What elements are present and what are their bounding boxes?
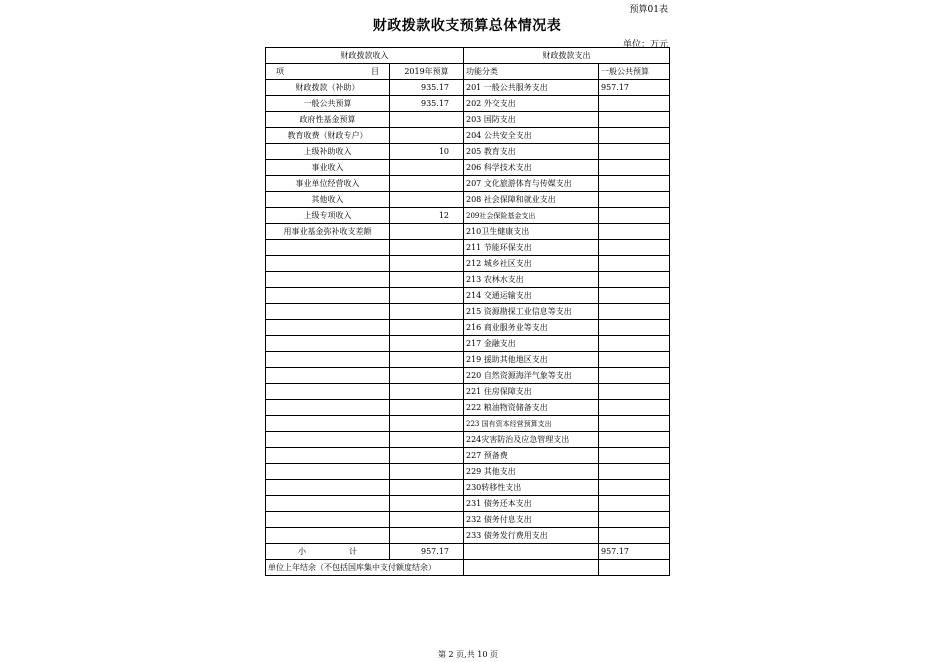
income-item-cell: 教育收费（财政专户）	[266, 128, 390, 144]
func-category-cell: 222 粮油物资储备支出	[464, 400, 599, 416]
table-row	[266, 336, 670, 352]
table-row	[266, 528, 670, 544]
table-row	[266, 480, 670, 496]
budget-amount-cell: 935.17	[390, 96, 464, 112]
func-category-cell: 210卫生健康支出	[464, 224, 599, 240]
income-item-cell: 政府性基金预算	[266, 112, 390, 128]
header-row-1	[266, 48, 670, 64]
func-category-cell: 229 其他支出	[464, 464, 599, 480]
item-header-right: 目	[371, 66, 379, 76]
table-row	[266, 96, 670, 112]
general-budget-cell: 957.17	[599, 80, 670, 96]
table-row	[266, 352, 670, 368]
income-item-cell: 事业单位经营收入	[266, 176, 390, 192]
general-budget-cell	[599, 384, 670, 400]
budget-amount-cell	[390, 448, 464, 464]
general-budget-cell	[599, 368, 670, 384]
income-item-cell	[266, 464, 390, 480]
func-category-cell: 232 债务付息支出	[464, 512, 599, 528]
subtotal-label-right: 计	[349, 546, 357, 556]
table-row	[266, 416, 670, 432]
general-budget-cell	[599, 320, 670, 336]
carryover-general-empty	[599, 560, 670, 576]
subtotal-amount: 957.17	[390, 544, 464, 560]
budget-amount-cell	[390, 464, 464, 480]
budget-amount-cell: 935.17	[390, 80, 464, 96]
general-budget-cell	[599, 192, 670, 208]
budget-amount-cell: 10	[390, 144, 464, 160]
budget-amount-cell	[390, 400, 464, 416]
budget-amount-cell	[390, 304, 464, 320]
income-item-cell: 用事业基金弥补收支差额	[266, 224, 390, 240]
general-budget-cell	[599, 176, 670, 192]
func-category-cell: 207 文化旅游体育与传媒支出	[464, 176, 599, 192]
func-category-cell: 221 住房保障支出	[464, 384, 599, 400]
table-row	[266, 384, 670, 400]
subtotal-func-empty	[464, 544, 599, 560]
income-item-cell	[266, 480, 390, 496]
general-budget-cell	[599, 160, 670, 176]
func-category-cell: 205 教育支出	[464, 144, 599, 160]
func-category-cell: 224灾害防治及应急管理支出	[464, 432, 599, 448]
item-header	[266, 64, 390, 80]
general-budget-cell	[599, 304, 670, 320]
func-category-cell: 231 债务还本支出	[464, 496, 599, 512]
general-budget-cell	[599, 256, 670, 272]
income-item-cell	[266, 240, 390, 256]
table-row	[266, 496, 670, 512]
income-item-cell: 一般公共预算	[266, 96, 390, 112]
budget-table	[265, 47, 670, 576]
func-category-cell: 223 国有资本经营预算支出	[464, 416, 599, 432]
budget-amount-cell	[390, 368, 464, 384]
func-category-cell: 208 社会保障和就业支出	[464, 192, 599, 208]
income-item-cell	[266, 384, 390, 400]
table-row	[266, 240, 670, 256]
unit-label: 单位：万元	[622, 40, 668, 50]
table-row	[266, 432, 670, 448]
general-budget-cell	[599, 288, 670, 304]
budget-amount-cell	[390, 496, 464, 512]
general-budget-cell	[599, 432, 670, 448]
income-item-cell	[266, 256, 390, 272]
func-category-cell: 209社会保险基金支出	[464, 208, 599, 224]
table-row	[266, 144, 670, 160]
carryover-row	[266, 560, 670, 576]
budget-amount-cell	[390, 224, 464, 240]
func-category-cell: 220 自然资源海洋气象等支出	[464, 368, 599, 384]
budget-amount-cell	[390, 336, 464, 352]
budget-amount-cell	[390, 528, 464, 544]
table-row	[266, 208, 670, 224]
general-budget-cell	[599, 528, 670, 544]
budget-amount-cell	[390, 512, 464, 528]
table-row	[266, 112, 670, 128]
income-item-cell	[266, 528, 390, 544]
table-row	[266, 224, 670, 240]
table-row	[266, 176, 670, 192]
page-footer: 第 2 页,共 10 页	[438, 650, 498, 659]
func-category-cell: 212 城乡社区支出	[464, 256, 599, 272]
subtotal-row	[266, 544, 670, 560]
general-budget-cell	[599, 496, 670, 512]
carryover-func-empty	[464, 560, 599, 576]
table-row	[266, 368, 670, 384]
income-item-cell	[266, 432, 390, 448]
income-item-cell	[266, 512, 390, 528]
general-budget-cell	[599, 352, 670, 368]
income-item-cell: 上级专项收入	[266, 208, 390, 224]
income-item-cell: 事业收入	[266, 160, 390, 176]
budget-amount-cell	[390, 320, 464, 336]
func-category-cell: 201 一般公共服务支出	[464, 80, 599, 96]
table-row	[266, 304, 670, 320]
header-row-2	[266, 64, 670, 80]
func-category-cell: 214 交通运输支出	[464, 288, 599, 304]
general-budget-cell	[599, 224, 670, 240]
table-row	[266, 464, 670, 480]
table-row	[266, 128, 670, 144]
income-item-cell	[266, 416, 390, 432]
func-category-cell: 203 国防支出	[464, 112, 599, 128]
budget-amount-cell	[390, 416, 464, 432]
func-category-cell: 216 商业服务业等支出	[464, 320, 599, 336]
func-category-cell: 215 资源勘探工业信息等支出	[464, 304, 599, 320]
page-title: 财政拨款收支预算总体情况表	[372, 18, 562, 34]
budget-amount-cell	[390, 240, 464, 256]
general-budget-cell	[599, 272, 670, 288]
table-row	[266, 400, 670, 416]
budget-amount-cell	[390, 384, 464, 400]
table-row	[266, 160, 670, 176]
general-budget-cell	[599, 512, 670, 528]
income-item-cell	[266, 320, 390, 336]
func-category-cell: 202 外交支出	[464, 96, 599, 112]
income-item-cell: 上级补助收入	[266, 144, 390, 160]
income-header: 财政拨款收入	[266, 48, 464, 64]
income-item-cell	[266, 352, 390, 368]
general-budget-cell	[599, 240, 670, 256]
general-budget-cell	[599, 128, 670, 144]
table-row	[266, 192, 670, 208]
table-row	[266, 320, 670, 336]
carryover-label: 单位上年结余（不包括国库集中支付额度结余）	[266, 560, 464, 576]
budget-amount-cell	[390, 256, 464, 272]
table-row	[266, 288, 670, 304]
general-budget-cell	[599, 96, 670, 112]
func-category-cell: 213 农林水支出	[464, 272, 599, 288]
table-row	[266, 256, 670, 272]
general-budget-cell	[599, 144, 670, 160]
func-category-cell: 230转移性支出	[464, 480, 599, 496]
general-budget-cell	[599, 448, 670, 464]
subtotal-label	[266, 544, 390, 560]
func-category-cell: 211 节能环保支出	[464, 240, 599, 256]
table-row	[266, 512, 670, 528]
func-category-cell: 233 债务发行费用支出	[464, 528, 599, 544]
budget-amount-cell	[390, 176, 464, 192]
budget-amount-cell	[390, 192, 464, 208]
budget-amount-cell	[390, 272, 464, 288]
income-item-cell: 财政拨款（补助）	[266, 80, 390, 96]
budget-amount-cell	[390, 128, 464, 144]
table-row	[266, 80, 670, 96]
item-header-left: 项	[276, 66, 284, 76]
budget-amount-cell	[390, 288, 464, 304]
subtotal-label-left: 小	[298, 546, 306, 556]
table-code: 预算01表	[629, 5, 668, 15]
income-item-cell	[266, 496, 390, 512]
general-budget-cell	[599, 336, 670, 352]
income-item-cell	[266, 272, 390, 288]
func-header: 功能分类	[464, 64, 599, 80]
general-budget-cell	[599, 464, 670, 480]
budget-year-header: 2019年预算	[390, 64, 464, 80]
table-row	[266, 448, 670, 464]
general-budget-cell	[599, 416, 670, 432]
income-item-cell	[266, 448, 390, 464]
func-category-cell: 227 预备费	[464, 448, 599, 464]
income-item-cell	[266, 368, 390, 384]
budget-amount-cell	[390, 352, 464, 368]
table-row	[266, 272, 670, 288]
func-category-cell: 217 金融支出	[464, 336, 599, 352]
income-item-cell	[266, 336, 390, 352]
budget-amount-cell: 12	[390, 208, 464, 224]
budget-amount-cell	[390, 160, 464, 176]
income-item-cell	[266, 400, 390, 416]
income-item-cell	[266, 288, 390, 304]
budget-amount-cell	[390, 432, 464, 448]
general-budget-cell	[599, 400, 670, 416]
expense-header: 财政拨款支出	[464, 48, 670, 64]
general-budget-cell	[599, 480, 670, 496]
subtotal-general: 957.17	[599, 544, 670, 560]
func-category-cell: 219 援助其他地区支出	[464, 352, 599, 368]
general-budget-cell	[599, 112, 670, 128]
func-category-cell: 204 公共安全支出	[464, 128, 599, 144]
func-category-cell: 206 科学技术支出	[464, 160, 599, 176]
budget-amount-cell	[390, 480, 464, 496]
income-item-cell: 其他收入	[266, 192, 390, 208]
general-budget-cell	[599, 208, 670, 224]
general-header: 一般公共预算	[599, 64, 670, 80]
income-item-cell	[266, 304, 390, 320]
budget-amount-cell	[390, 112, 464, 128]
